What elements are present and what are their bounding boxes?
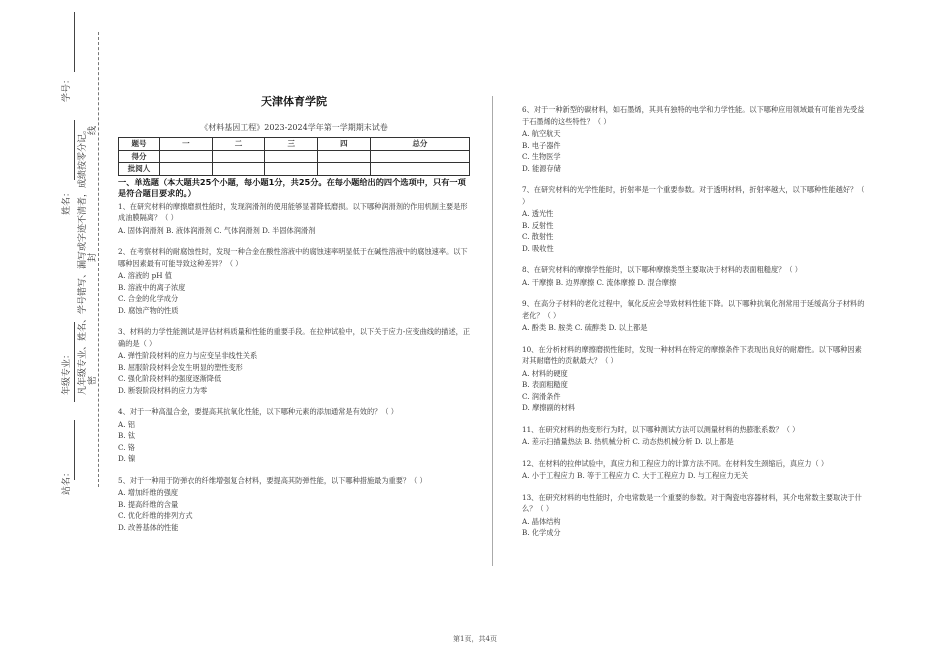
question-item — [118, 406, 470, 465]
question-option: C. 铬 — [118, 442, 135, 452]
score-cell — [318, 150, 371, 163]
question-item — [118, 246, 470, 316]
question-option: A. 材料的硬度 — [522, 368, 568, 378]
score-cell — [370, 150, 469, 163]
question-stem: 12、在材料的拉伸试验中，真应力和工程应力的计算方法不同。在材料发生颈缩后，真应力（ ） — [522, 458, 829, 468]
question-option: B. 化学成分 — [522, 528, 561, 537]
score-cell — [318, 163, 371, 176]
question-stem: 7、在研究材料的光学性能时，折射率是一个重要参数。对于透明材料，折射率越大，以下哪种性能越好？（ ） — [522, 185, 865, 206]
score-table — [118, 137, 470, 176]
score-cell — [265, 150, 318, 163]
question-options: A. 小于工程应力 B. 等于工程应力 C. 大于工程应力 D. 与工程应力无关 — [522, 471, 749, 480]
question-option: C. 优化纤维的排列方式 — [118, 511, 193, 520]
station-line — [74, 420, 75, 480]
question-item — [118, 326, 470, 396]
score-cell — [370, 163, 469, 176]
question-option: A. 溶液的 pH 值 — [118, 271, 172, 280]
score-header-cell: 二 — [212, 138, 265, 151]
question-options: A. 干摩擦 B. 边界摩擦 C. 流体摩擦 D. 混合摩擦 — [522, 277, 677, 287]
question-item — [522, 492, 867, 539]
score-header-cell: 四 — [318, 138, 371, 151]
question-item — [522, 264, 867, 288]
question-option: C. 强化阶段材料的强度逐渐降低 — [118, 374, 222, 383]
question-list-left — [118, 201, 470, 534]
question-option: C. 合金的化学成分 — [118, 294, 179, 303]
question-option: C. 生物医学 — [522, 152, 561, 161]
question-item — [522, 344, 867, 414]
score-header-cell: 一 — [160, 138, 213, 151]
score-cell — [212, 163, 265, 176]
question-option: B. 电子器件 — [522, 140, 561, 150]
station-label: 站名： — [62, 467, 72, 495]
question-stem: 8、在研究材料的摩擦学性能时，以下哪种摩擦类型主要取决于材料的表面粗糙度？（ ） — [522, 265, 802, 274]
score-cell: 批阅人 — [119, 163, 160, 176]
question-item — [118, 201, 470, 237]
question-option: D. 摩擦副的材料 — [522, 403, 576, 412]
question-options: A. 固体润滑剂 B. 液体润滑剂 C. 气体润滑剂 D. 半固体润滑剂 — [118, 225, 316, 235]
score-cell — [265, 163, 318, 176]
score-header-cell: 三 — [265, 138, 318, 151]
score-row — [119, 163, 470, 176]
left-column — [118, 96, 470, 543]
question-item — [522, 104, 867, 174]
column-divider — [492, 96, 493, 566]
question-stem: 9、在高分子材料的老化过程中，氧化反应会导致材料性能下降。以下哪种抗氧化剂常用于延缓高分子材料的老化？（ ） — [522, 299, 865, 320]
question-option: C. 润滑条件 — [522, 391, 561, 401]
score-header-cell: 总分 — [370, 138, 469, 151]
question-stem: 6、对于一种新型的碳材料，如石墨烯，其具有独特的电学和力学性能。以下哪种应用领域最有可能首先受益于石墨烯的这些特性？（ ） — [522, 105, 865, 126]
school-name: 天津体育学院 — [261, 95, 327, 108]
question-option: B. 钛 — [118, 431, 136, 440]
student-id-line — [74, 12, 75, 72]
question-option: D. 镍 — [118, 454, 136, 463]
question-item — [118, 475, 470, 534]
question-option: A. 增加纤维的强度 — [118, 488, 179, 497]
question-option: A. 透光性 — [522, 209, 554, 218]
question-option: D. 改善基体的性能 — [118, 522, 179, 532]
right-column — [522, 104, 867, 549]
question-option: A. 航空航天 — [522, 129, 561, 138]
question-stem: 4、对于一种高温合金，要提高其抗氧化性能，以下哪种元素的添加通常是有效的？（ ） — [118, 407, 398, 416]
score-cell: 得分 — [119, 150, 160, 163]
question-option: A. 弹性阶段材料的应力与应变呈非线性关系 — [118, 351, 258, 360]
question-item — [522, 298, 867, 334]
question-option: D. 腐蚀产物的性质 — [118, 305, 179, 315]
score-row — [119, 150, 470, 163]
score-cell — [160, 150, 213, 163]
seal-mark-xian: 线 — [88, 125, 98, 135]
question-stem: 13、在研究材料的电性能时，介电常数是一个重要的参数。对于陶瓷电容器材料，其介电常数主要取决于什么？（ ） — [522, 492, 862, 513]
question-item — [522, 184, 867, 254]
name-label: 姓名： — [62, 187, 72, 215]
score-cell — [160, 163, 213, 176]
question-stem: 11、在研究材料的热变形行为时，以下哪种测试方法可以测量材料的热膨胀系数？（ ） — [522, 424, 800, 434]
question-options: A. 酚类 B. 胺类 C. 硫醇类 D. 以上都是 — [522, 323, 648, 332]
exam-title: 《材料基因工程》2023-2024学年第一学期期末试卷 — [200, 122, 388, 132]
question-stem: 2、在考察材料的耐腐蚀性时，发现一种合金在酸性溶液中的腐蚀速率明显低于在碱性溶液中的腐蚀速率。以下哪种因素最有可能导致这种差异？（ ） — [118, 247, 468, 268]
question-list-right — [522, 104, 867, 539]
major-label: 年级专业： — [62, 349, 72, 395]
question-option: D. 能源存储 — [522, 163, 561, 173]
seal-mark-feng: 封 — [88, 252, 98, 262]
question-stem: 1、在研究材料的摩擦磨损性能时，发现润滑剂的使用能够显著降低磨损。以下哪种润滑剂的作用机制主要是形成油膜隔离？（ ） — [118, 201, 468, 222]
student-id-label: 学号： — [62, 74, 72, 102]
question-stem: 5、对于一种用于防弹衣的纤维增强复合材料，要提高其防弹性能，以下哪种措施最为重要？（ ） — [118, 475, 427, 485]
section-heading: 一、单选题（本大题共25个小题，每小题1分，共25分。在每小题给出的四个选项中，只有一项是符合题目要求的。） — [118, 176, 466, 198]
seal-mark-mi: 密 — [88, 375, 98, 385]
question-option: D. 断裂阶段材料的应力为零 — [118, 385, 208, 395]
question-stem: 3、材料的力学性能测试是评估材料质量和性能的重要手段。在拉伸试验中，以下关于应力-应变曲线的描述，正确的是（ ） — [118, 327, 471, 348]
question-option: A. 晶体结构 — [522, 516, 561, 526]
question-option: D. 吸收性 — [522, 243, 554, 253]
score-row — [119, 138, 470, 151]
question-item — [522, 424, 867, 448]
major-line — [74, 322, 75, 402]
question-stem: 10、在分析材料的摩擦磨损性能时，发现一种材料在特定的摩擦条件下表现出良好的耐磨性。以下哪种因素对其耐磨性的贡献最大？（ ） — [522, 344, 862, 365]
question-option: B. 屈服阶段材料会发生明显的塑性变形 — [118, 362, 243, 372]
question-option: B. 表面粗糙度 — [522, 380, 568, 389]
question-option: C. 散射性 — [522, 232, 554, 241]
question-item — [522, 458, 867, 482]
page-footer: 第1页，共4页 — [453, 635, 497, 643]
question-option: B. 反射性 — [522, 220, 554, 230]
score-header-cell: 题号 — [119, 138, 160, 151]
name-line — [74, 120, 75, 180]
question-option: B. 溶液中的离子浓度 — [118, 282, 186, 292]
score-cell — [212, 150, 265, 163]
question-option: A. 铝 — [118, 419, 135, 429]
binding-notice: 凡年级专业、姓名、学号错写、漏写或字迹不清者，成绩按零分记。 — [78, 124, 88, 395]
question-options: A. 差示扫描量热法 B. 热机械分析 C. 动态热机械分析 D. 以上都是 — [522, 437, 734, 446]
question-option: B. 提高纤维的含量 — [118, 499, 179, 509]
